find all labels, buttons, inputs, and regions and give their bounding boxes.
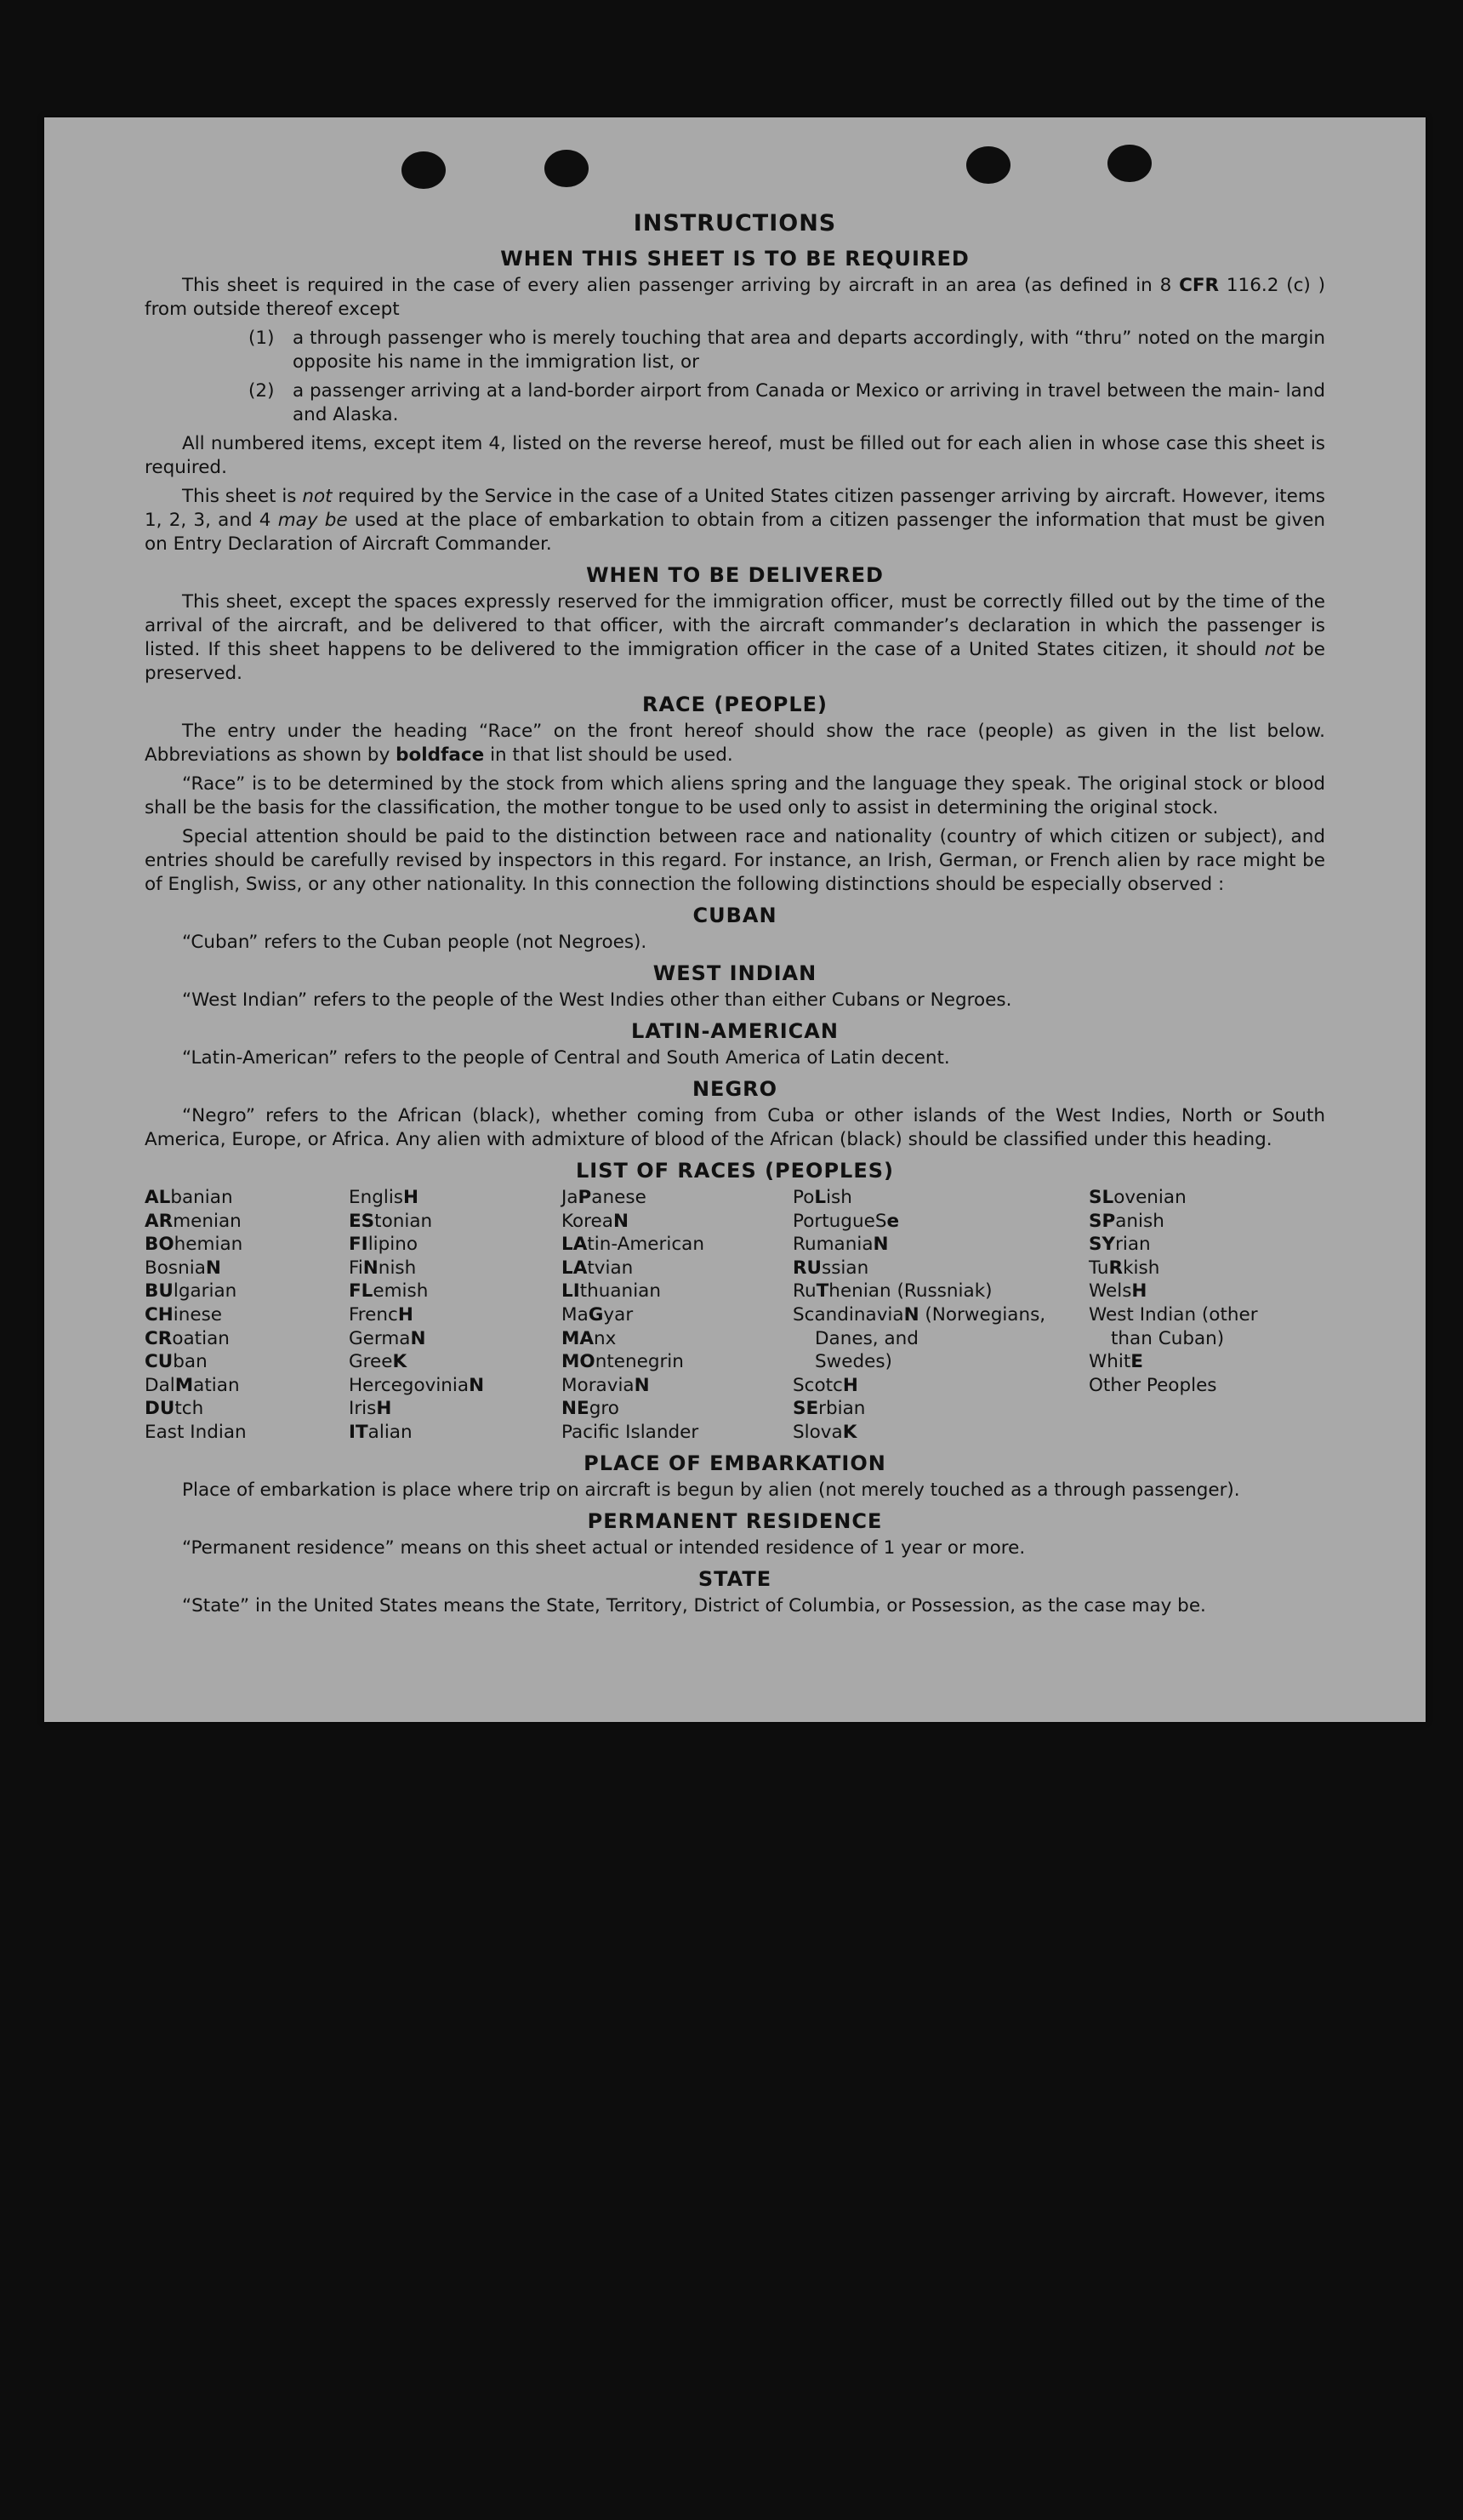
heading-negro: NEGRO xyxy=(692,1077,778,1101)
race-entry: ScotcH xyxy=(793,1374,858,1396)
race-entry: ScandinaviaN (Norwegians, xyxy=(793,1303,1046,1326)
races-column-1 xyxy=(145,1186,349,1445)
race-entry: RUssian xyxy=(793,1257,869,1279)
paragraph-latin-american: “Latin-American” refers to the people of Central and South America of Latin decent. xyxy=(182,1047,950,1069)
race-entry: KoreaN xyxy=(561,1210,629,1232)
race-entry: GreeK xyxy=(349,1351,407,1373)
race-entry: Pacific Islander xyxy=(561,1421,699,1443)
race-entry: PoLish xyxy=(793,1187,852,1208)
race-entry: SPanish xyxy=(1089,1210,1164,1232)
race-entry: FiNnish xyxy=(349,1257,417,1279)
heading-cuban: CUBAN xyxy=(692,904,777,927)
race-entry: MaGyar xyxy=(561,1303,634,1326)
race-entry: CRoatian xyxy=(145,1327,230,1349)
race-entry: FrencH xyxy=(349,1303,413,1326)
paragraph-state: “State” in the United States means the State, Territory, District of Columbia, or Possession, as the case may be. xyxy=(182,1594,1206,1616)
punch-hole xyxy=(966,146,1010,184)
race-entry: DUtch xyxy=(145,1398,204,1420)
paragraph-race-stock: “Race” is to be determined by the stock from which aliens spring and the language they speak. The original stock or blood shall be the basis for the classification, the mother tongue to be used only to assist in determining the original stock. xyxy=(145,773,1325,818)
race-entry: LAtvian xyxy=(561,1257,634,1279)
paragraph-citizen: This sheet is not required by the Service in the case of a United States citizen passenger arriving by aircraft. However, items 1, 2, 3, and 4 may be used at the place of embarkation to obtain from a citizen passenger the information that must be given on Entry Declaration of Aircraft Commander. xyxy=(145,486,1325,555)
races-column-4 xyxy=(793,1186,1089,1445)
race-entry: IrisH xyxy=(349,1398,392,1420)
paragraph-race-nationality: Special attention should be paid to the distinction between race and nationality (country of which citizen or subject), and entries should be carefully revised by inspectors in this regard. For instance, an Irish, German, or French alien by race might be of English, Swiss, or any other nationality. In this connection the following distinctions should be especially observed : xyxy=(145,826,1325,895)
race-entry: PortugueSe xyxy=(793,1210,900,1232)
race-entry: FIlipino xyxy=(349,1234,418,1256)
race-entry: NEgro xyxy=(561,1398,619,1420)
page-title: INSTRUCTIONS xyxy=(633,210,837,237)
race-entry: RuThenian (Russniak) xyxy=(793,1280,993,1303)
heading-state: STATE xyxy=(697,1566,772,1591)
race-entry: WelsH xyxy=(1089,1280,1147,1303)
exception-item-1: (1) a through passenger who is merely touching that area and departs accordingly, with “thru” noted on the margin opposite his name in the immigration list, or xyxy=(248,328,1325,373)
race-entry: CHinese xyxy=(145,1303,223,1326)
heading-when-delivered: WHEN TO BE DELIVERED xyxy=(586,563,884,587)
paragraph-negro: “Negro” refers to the African (black), whether coming from Cuba or other islands of the West Indies, North or South America, Europe, or Africa. Any alien with admixture of blood of the African (black) should be classified under this heading. xyxy=(145,1105,1325,1150)
race-entry: DalMatian xyxy=(145,1374,240,1396)
races-column-5 xyxy=(1089,1186,1325,1445)
paragraph-cuban: “Cuban” refers to the Cuban people (not Negroes). xyxy=(182,932,647,953)
heading-race: RACE (PEOPLE) xyxy=(641,693,828,716)
races-column-2 xyxy=(349,1186,561,1445)
race-entry: Swedes) xyxy=(815,1351,892,1373)
race-entry: BUlgarian xyxy=(145,1280,237,1303)
race-entry: ALbanian xyxy=(145,1187,233,1208)
race-entry: SYrian xyxy=(1089,1234,1151,1256)
race-entry: MOntenegrin xyxy=(561,1351,684,1373)
race-entry: CUban xyxy=(145,1351,208,1373)
heading-list-of-races: LIST OF RACES (PEOPLES) xyxy=(576,1159,894,1183)
race-entry: FLemish xyxy=(349,1280,429,1303)
race-entry: West Indian (other xyxy=(1089,1303,1258,1326)
races-column-3 xyxy=(561,1186,793,1445)
instructions-content xyxy=(145,209,1325,1623)
race-entry: EStonian xyxy=(349,1210,433,1232)
race-entry: SLovenian xyxy=(1089,1187,1187,1208)
race-entry: LAtin-American xyxy=(561,1234,704,1256)
race-entry: RumaniaN xyxy=(793,1234,889,1256)
heading-latin-american: LATIN-AMERICAN xyxy=(631,1019,839,1043)
paragraph-embarkation: Place of embarkation is place where trip on aircraft is begun by alien (not merely touched as a through passenger). xyxy=(182,1479,1240,1501)
race-entry: BosniaN xyxy=(145,1257,221,1279)
paragraph-race-entry: The entry under the heading “Race” on the front hereof should show the race (people) as given in the list below. Abbreviations as shown by boldface in that list should be used. xyxy=(145,721,1325,766)
punch-hole xyxy=(401,151,446,189)
race-entry: JaPanese xyxy=(561,1187,646,1208)
race-entry: SlovaK xyxy=(793,1421,857,1443)
race-entry: Danes, and xyxy=(815,1327,919,1349)
heading-embarkation: PLACE OF EMBARKATION xyxy=(583,1451,886,1475)
races-list xyxy=(145,1186,1325,1445)
race-entry: MAnx xyxy=(561,1327,617,1349)
paragraph-delivered: This sheet, except the spaces expressly reserved for the immigration officer, must be correctly filled out by the time of the arrival of the aircraft, and be delivered to that officer, with the aircraft commander’s declaration in which the passenger is listed. If this sheet happens to be delivered to the immigration officer in the case of a United States citizen, it should not be preserved. xyxy=(145,591,1325,684)
document-page xyxy=(44,117,1426,1722)
race-entry: HercegoviniaN xyxy=(349,1374,485,1396)
race-entry: BOhemian xyxy=(145,1234,243,1256)
race-entry: MoraviaN xyxy=(561,1374,650,1396)
exception-item-2: (2) a passenger arriving at a land-border airport from Canada or Mexico or arriving in travel between the main- land and Alaska. xyxy=(248,380,1325,425)
race-entry: WhitE xyxy=(1089,1351,1143,1373)
race-entry: TuRkish xyxy=(1089,1257,1160,1279)
race-entry: Other Peoples xyxy=(1089,1374,1217,1396)
race-entry: LIthuanian xyxy=(561,1280,661,1303)
race-entry: East Indian xyxy=(145,1421,247,1443)
race-entry: ARmenian xyxy=(145,1210,242,1232)
heading-when-required: WHEN THIS SHEET IS TO BE REQUIRED xyxy=(500,247,970,271)
heading-west-indian: WEST INDIAN xyxy=(652,961,817,985)
punch-hole xyxy=(544,150,589,187)
paragraph-permanent-residence: “Permanent residence” means on this sheet actual or intended residence of 1 year or more. xyxy=(182,1537,1026,1559)
punch-hole xyxy=(1107,145,1152,182)
race-entry: EnglisH xyxy=(349,1187,419,1208)
race-entry: SErbian xyxy=(793,1398,866,1420)
race-entry: GermaN xyxy=(349,1327,426,1349)
race-entry: ITalian xyxy=(349,1421,413,1443)
paragraph-required-intro: This sheet is required in the case of every alien passenger arriving by aircraft in an area (as defined in 8 CFR 116.2 (c) ) from outside thereof except xyxy=(145,275,1325,320)
paragraph-numbered-items: All numbered items, except item 4, listed on the reverse hereof, must be filled out for each alien in whose case this sheet is required. xyxy=(145,433,1325,478)
heading-permanent-residence: PERMANENT RESIDENCE xyxy=(587,1508,883,1533)
race-entry: than Cuban) xyxy=(1111,1327,1225,1349)
paragraph-west-indian: “West Indian” refers to the people of the West Indies other than either Cubans or Negroes. xyxy=(182,989,1012,1011)
